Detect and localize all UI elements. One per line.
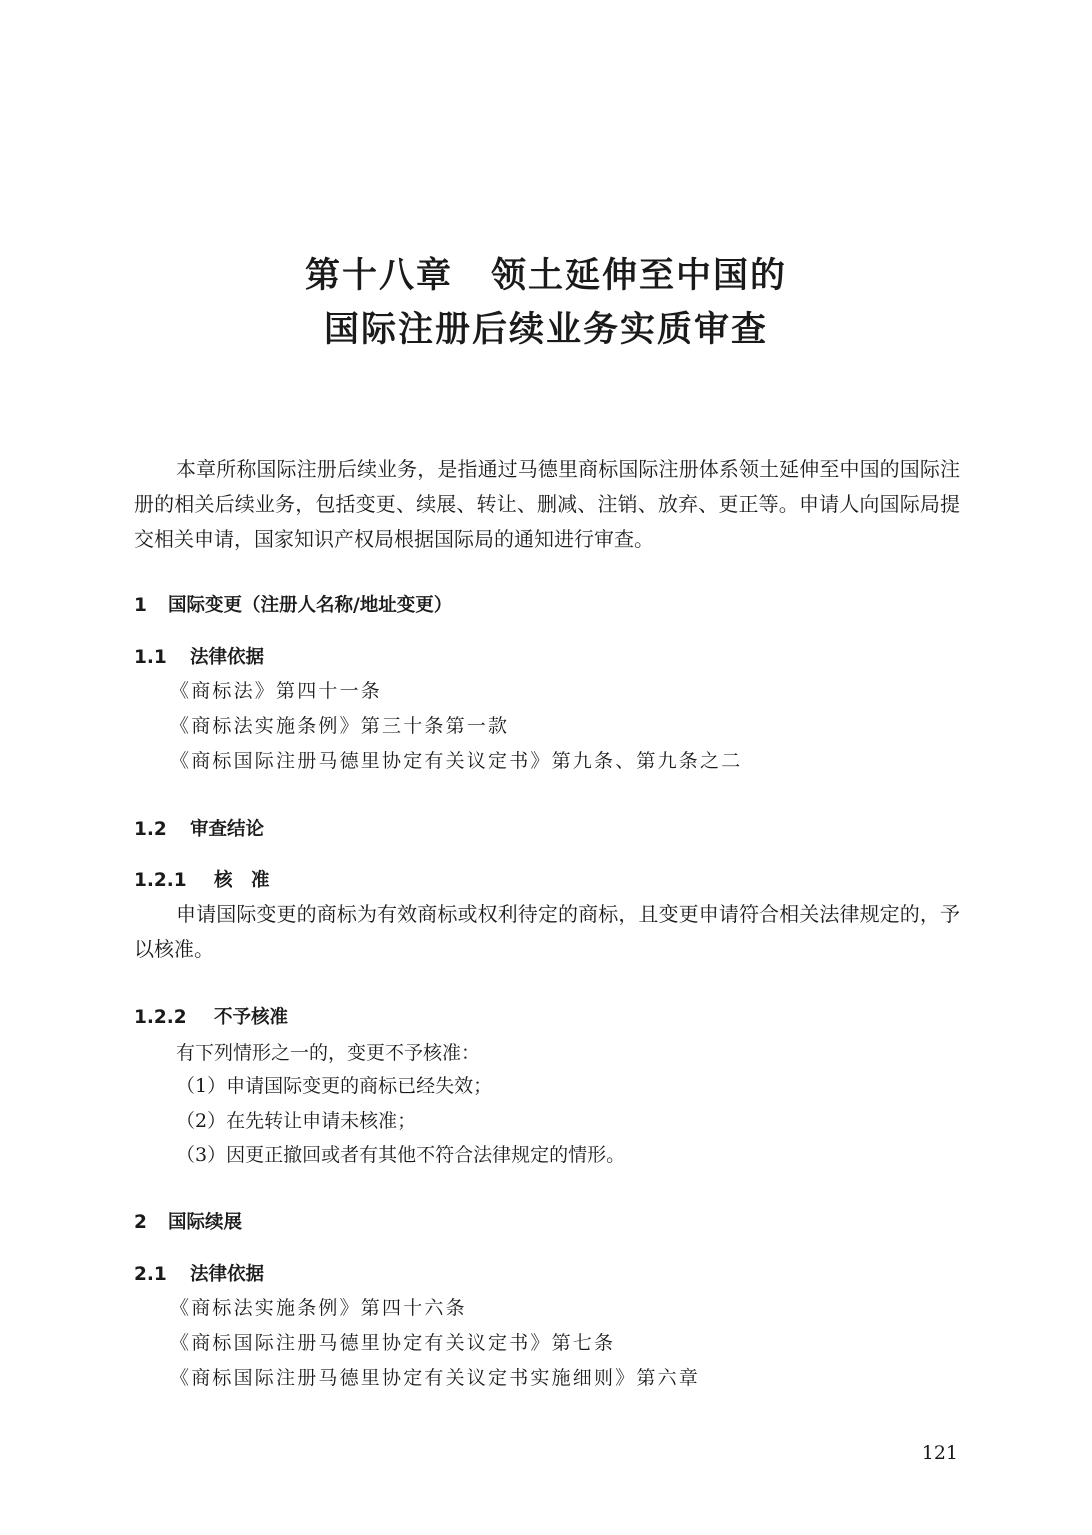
legal-reference: 《商标国际注册马德里协定有关议定书》第七条 — [170, 1332, 616, 1354]
section-title: 审查结论 — [190, 819, 265, 840]
rejection-lead: 有下列情形之一的，变更不予核准： — [176, 1042, 481, 1064]
chapter-title-part: 领土延伸至中国的 — [491, 256, 788, 296]
legal-reference: 《商标法实施条例》第四十六条 — [170, 1297, 467, 1319]
chapter-title-line2: 国际注册后续业务实质审查 — [323, 310, 768, 350]
section-number: 1.1 — [134, 647, 167, 668]
section-1-heading — [134, 594, 452, 618]
legal-reference: 《商标国际注册马德里协定有关议定书实施细则》第六章 — [170, 1367, 701, 1389]
section-1-2-heading — [134, 818, 264, 842]
approval-text: 申请国际变更的商标为有效商标或权利待定的商标，且变更申请符合相关法律规定的，予以核准。 — [134, 902, 960, 961]
section-1-2-2-heading — [134, 1006, 288, 1030]
page-number: 121 — [921, 1442, 958, 1464]
section-title: 国际变更（注册人名称/地址变更） — [168, 595, 453, 616]
legal-reference: 《商标法实施条例》第三十条第一款 — [170, 715, 510, 737]
legal-reference: 《商标法》第四十一条 — [170, 680, 383, 702]
legal-reference: 《商标国际注册马德里协定有关议定书》第九条、第九条之二 — [170, 750, 743, 772]
section-1-2-1-heading — [134, 869, 270, 893]
section-number: 1.2.2 — [134, 1007, 187, 1028]
section-2-1-heading — [134, 1263, 264, 1287]
section-number: 1.2 — [134, 819, 167, 840]
intro-paragraph — [134, 452, 960, 557]
section-number: 2 — [134, 1212, 147, 1233]
section-title: 法律依据 — [190, 1264, 265, 1285]
section-title: 法律依据 — [190, 647, 265, 668]
intro-text: 本章所称国际注册后续业务，是指通过马德里商标国际注册体系领土延伸至中国的国际注册的相关后续业务，包括变更、续展、转让、删减、注销、放弃、更正等。申请人向国际局提交相关申请，国家知识产权局根据国际局的通知进行审查。 — [134, 457, 960, 551]
rejection-item: （3）因更正撤回或者有其他不符合法律规定的情形。 — [176, 1144, 626, 1166]
section-2-heading — [134, 1211, 242, 1235]
chapter-number: 第十八章 — [304, 256, 453, 296]
approval-paragraph — [134, 897, 960, 967]
section-number: 2.1 — [134, 1264, 167, 1285]
rejection-item: （1）申请国际变更的商标已经失效； — [176, 1075, 493, 1097]
section-1-1-heading — [134, 646, 264, 670]
section-number: 1.2.1 — [134, 870, 187, 891]
rejection-item: （2）在先转让申请未核准； — [176, 1110, 417, 1132]
section-title: 国际续展 — [168, 1212, 243, 1233]
chapter-title-line1 — [0, 248, 1092, 298]
section-number: 1 — [134, 595, 147, 616]
section-title: 核 准 — [214, 870, 270, 891]
section-title: 不予核准 — [214, 1007, 289, 1028]
